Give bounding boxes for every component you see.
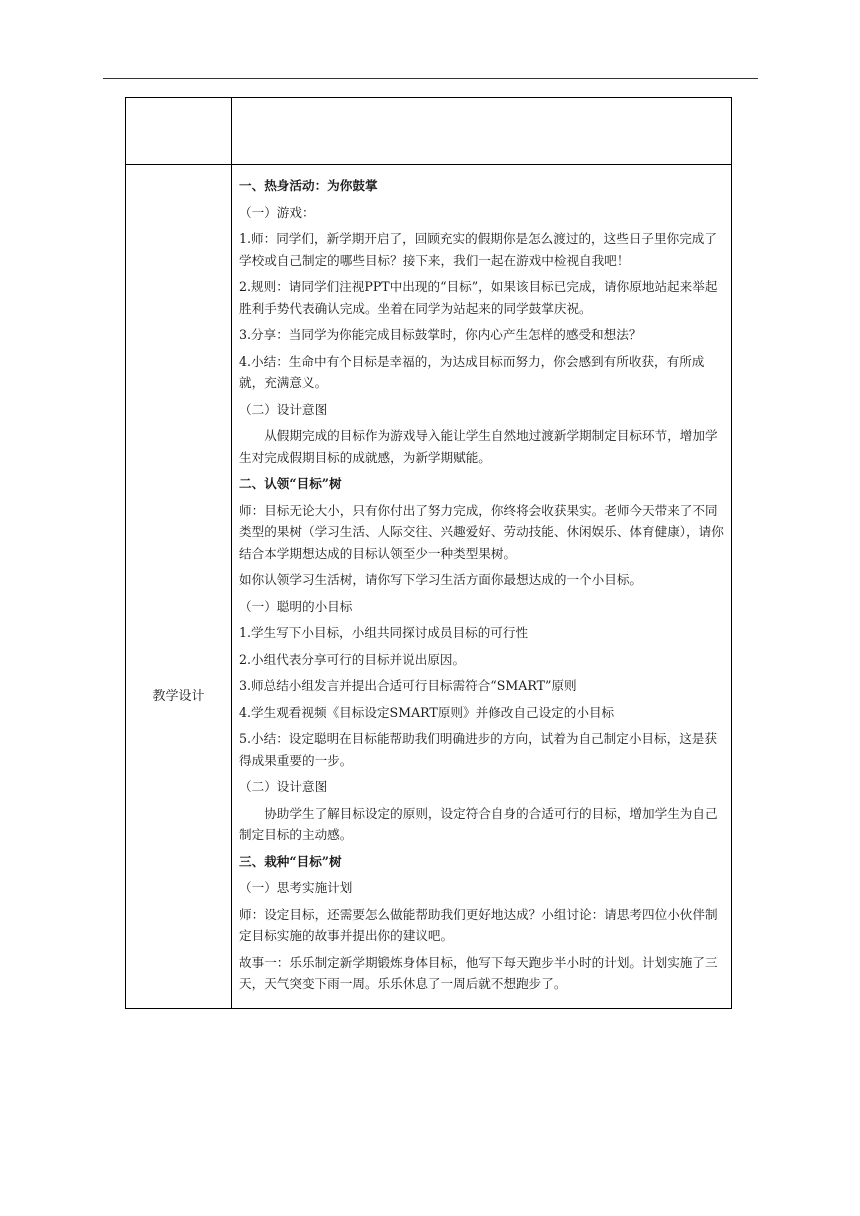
paragraph: 师：设定目标，还需要怎么做能帮助我们更好地达成？小组讨论：请思考四位小伙伴制定目标实施的故事并提出你的建议吧。 (239, 906, 718, 943)
table-row-design (126, 165, 732, 1009)
paragraph: （一）游戏： (239, 204, 315, 220)
lesson-table (125, 97, 732, 1009)
paragraph: 故事一：乐乐制定新学期锻炼身体目标，他写下每天跑步半小时的计划。计划实施了三天，天气突变下雨一周。乐乐休息了一周后就不想跑步了。 (239, 954, 718, 991)
paragraph: 5.小结：设定聪明在目标能帮助我们明确进步的方向，试着为自己制定小目标，这是获得成果重要的一步。 (239, 731, 717, 768)
section-heading: 二、认领“目标”树 (239, 476, 342, 491)
paragraph: （一）聪明的小目标 (239, 598, 353, 614)
paragraph: （一）思考实施计划 (239, 880, 353, 895)
empty-label-cell (126, 98, 232, 165)
paragraph: （二）设计意图 (239, 779, 328, 794)
paragraph: 1.师：同学们，新学期开启了，回顾充实的假期你是怎么渡过的，这些日子里你完成了学校或自己制定的哪些目标？接下来，我们一起在游戏中检视自我吧！ (239, 231, 717, 268)
paragraph: 从假期完成的目标作为游戏导入能让学生自然地过渡新学期制定目标环节，增加学生对完成假期目标的成就感，为新学期赋能。 (239, 428, 718, 465)
label-cell (126, 165, 232, 1009)
section-heading: 一、热身活动：为你鼓掌 (239, 178, 378, 193)
header-rule (103, 78, 758, 79)
paragraph: 3.师总结小组发言并提出合适可行目标需符合“SMART”原则 (239, 678, 577, 693)
paragraph: 2.小组代表分享可行的目标并说出原因。 (239, 651, 466, 667)
paragraph: 1.学生写下小目标，小组共同探讨成员目标的可行性 (239, 625, 529, 640)
row-label: 教学设计 (152, 689, 205, 704)
paragraph: 4.学生观看视频《目标设定SMART原则》并修改自己设定的小目标 (239, 704, 615, 720)
empty-content-cell (232, 98, 732, 165)
paragraph: 3.分享：当同学为你能完成目标鼓掌时，你内心产生怎样的感受和想法？ (239, 327, 642, 342)
lesson-content (232, 165, 731, 1008)
section-heading: 三、栽种“目标”树 (239, 853, 342, 869)
paragraph: 师：目标无论大小，只有你付出了努力完成，你终将会收获果实。老师今天带来了不同类型的果树（学习生活、人际交往、兴趣爱好、劳动技能、休闲娱乐、体育健康），请你结合本学期想达成的目标认领至少一种类型果树。 (239, 502, 724, 561)
paragraph: 协助学生了解目标设定的原则，设定符合自身的合适可行的目标，增加学生为自己制定目标的主动感。 (239, 805, 718, 842)
paragraph: （二）设计意图 (239, 401, 328, 417)
paragraph: 4.小结：生命中有个目标是幸福的，为达成目标而努力，你会感到有所收获，有所成就，充满意义。 (239, 353, 705, 390)
content-cell (232, 165, 732, 1009)
paragraph: 如你认领学习生活树，请你写下学习生活方面你最想达成的一个小目标。 (239, 572, 642, 587)
table-row-top (126, 98, 732, 165)
paragraph: 2.规则：请同学们注视PPT中出现的“目标”，如果该目标已完成，请你原地站起来举起胜利手势代表确认完成。坐着在同学为站起来的同学鼓掌庆祝。 (239, 279, 718, 316)
